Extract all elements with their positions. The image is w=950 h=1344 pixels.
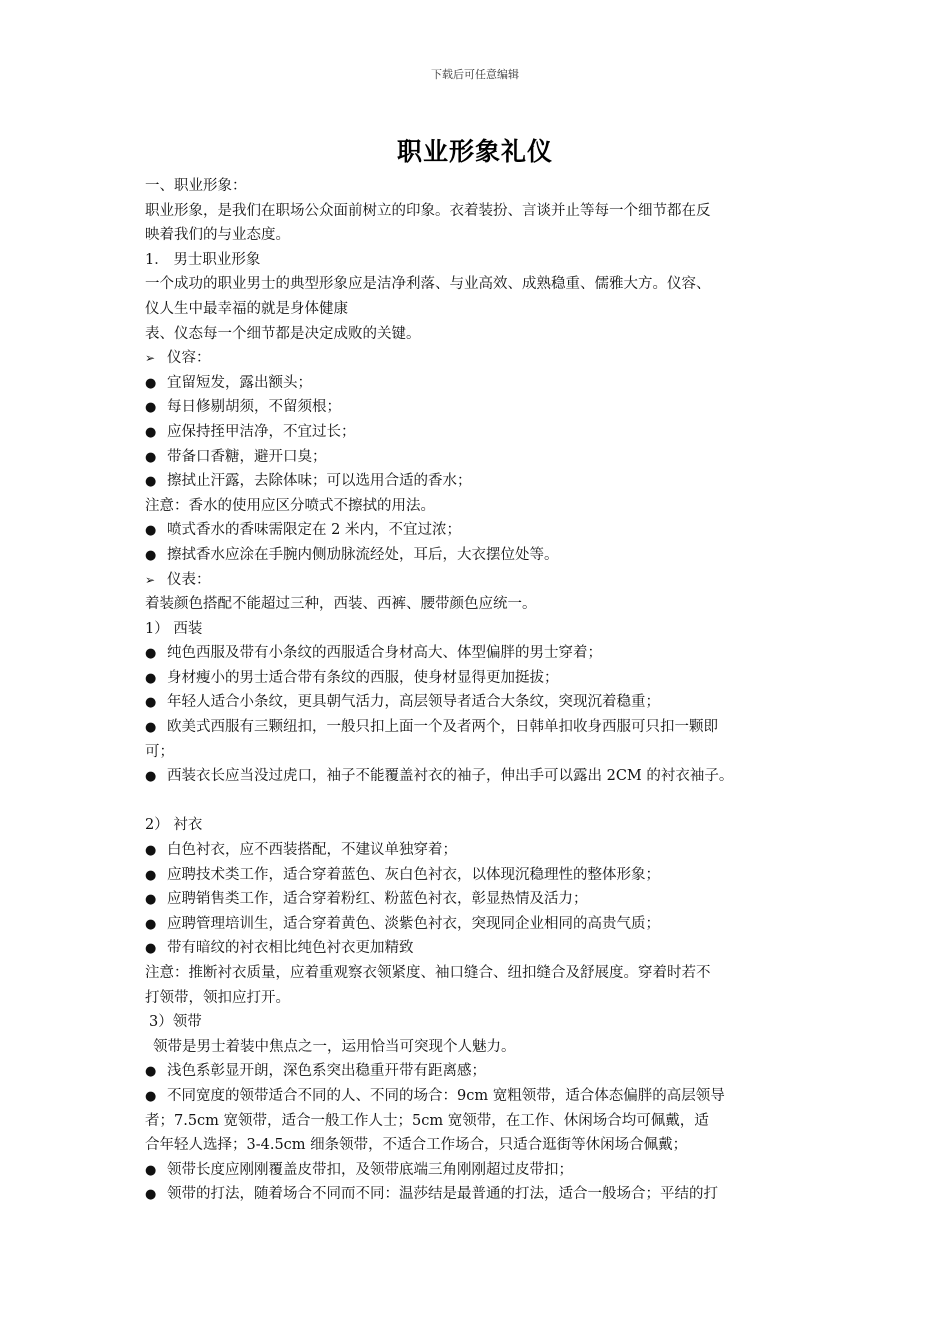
line-text: 职业形象，是我们在职场公众面前树立的印象。衣着装扮、言谈并止等每一个细节都在反 (145, 202, 711, 219)
line-text: 映着我们的与业态度。 (145, 227, 290, 244)
page-header: 下载后可任意编辑 (431, 68, 519, 81)
line-text: 2） 衬衣 (145, 817, 203, 834)
bullet-item (145, 641, 825, 666)
bullet-item (145, 764, 825, 789)
line-text: 擦拭止汗露，去除体味；可以选用合适的香水； (167, 473, 472, 490)
line-text: 3）领带 (149, 1014, 202, 1031)
line-text: 年轻人适合小条纹，更具朝气活力，高层领导者适合大条纹，突现沉着稳重； (167, 694, 660, 711)
line-text: 一个成功的职业男士的典型形象应是洁净利落、与业高效、成熟稳重、儒雅大方。仪容、 (145, 276, 711, 293)
bullet-icon: ● (145, 646, 157, 662)
line-text: 西装衣长应当没过虎口，袖子不能覆盖衬衣的袖子，伸出手可以露出 2CM 的衬衣袖子。 (167, 768, 734, 785)
arrow-heading (145, 568, 825, 593)
line-text: 表、仪态每一个细节都是决定成败的关键。 (145, 325, 421, 342)
paragraph-line (145, 961, 825, 986)
line-text: 带备口香糖，避开口臭； (167, 448, 327, 465)
line-text: 不同宽度的领带适合不同的人、不同的场合：9cm 宽粗领带，适合体态偏胖的高层领导 (167, 1087, 725, 1104)
line-text: 擦拭香水应涂在手腕内侧劢脉流经处，耳后，大衣摆位处等。 (167, 546, 559, 563)
bullet-item (145, 666, 825, 691)
bullet-item (145, 395, 825, 420)
line-text: 每日修剔胡须，不留须根； (167, 399, 341, 416)
paragraph-line (145, 174, 825, 199)
bullet-item (145, 936, 825, 961)
document-title: 职业形象礼仪 (396, 137, 553, 166)
arrow-icon: ➢ (145, 572, 156, 587)
line-text: 着装颜色搭配不能超过三种，西装、西裤、腰带颜色应统一。 (145, 596, 537, 613)
line-text: 纯色西服及带有小条纹的西服适合身材高大、体型偏胖的男士穿着； (167, 645, 602, 662)
bullet-icon: ● (145, 523, 157, 539)
bullet-item (145, 863, 825, 888)
paragraph-line (145, 1010, 825, 1035)
line-text: 仪表： (167, 571, 211, 588)
bullet-icon: ● (145, 1162, 157, 1178)
bullet-item (145, 518, 825, 543)
paragraph-line (145, 986, 825, 1011)
bullet-icon: ● (145, 769, 157, 785)
bullet-icon: ● (145, 547, 157, 563)
bullet-item (145, 420, 825, 445)
arrow-heading (145, 346, 825, 371)
bullet-icon: ● (145, 916, 157, 932)
paragraph-line (145, 322, 825, 347)
line-text: 应聘技术类工作，适合穿着蓝色、灰白色衬衣，以体现沉稳理性的整体形象； (167, 866, 660, 883)
bullet-icon: ● (145, 400, 157, 416)
paragraph-line (145, 1035, 825, 1060)
line-text: 注意：香水的使用应区分喷式不擦拭的用法。 (145, 497, 435, 514)
bullet-icon: ● (145, 1088, 157, 1104)
bullet-item (145, 445, 825, 470)
line-text: 领带长度应刚刚覆盖皮带扣，及领带底端三角刚刚超过皮带扣； (167, 1161, 573, 1178)
bullet-item (145, 1158, 825, 1183)
line-text: 一、职业形象： (145, 178, 247, 194)
paragraph-line (145, 813, 825, 838)
bullet-icon: ● (145, 843, 157, 859)
bullet-item (145, 1182, 825, 1207)
paragraph-line (145, 494, 825, 519)
line-text: 应聘管理培训生，适合穿着黄色、淡紫色衬衣，突现同企业相同的高贵气质； (167, 915, 660, 932)
line-text: 应聘销售类工作，适合穿着粉红、粉蓝色衬衣，彰显热情及活力； (167, 891, 588, 908)
bullet-item (145, 912, 825, 937)
bullet-icon: ● (145, 695, 157, 711)
line-text: 合年轻人选择；3-4.5cm 细条领带，不适合工作场合，只适合逛街等休闲场合佩戴； (145, 1137, 688, 1154)
line-text: 宜留短发，露出额头； (167, 374, 312, 391)
line-text: 浅色系彰显开朗，深色系突出稳重幵带有距离感； (167, 1063, 486, 1080)
paragraph-line (145, 1133, 825, 1158)
paragraph-line (145, 223, 825, 248)
bullet-item (145, 1084, 825, 1109)
line-text: 仪人生中最幸福的就是身体健康 (145, 300, 348, 317)
bullet-item (145, 1059, 825, 1084)
paragraph-line (145, 297, 825, 322)
bullet-item (145, 543, 825, 568)
line-text: 仪容： (167, 350, 211, 367)
bullet-icon: ● (145, 941, 157, 957)
bullet-item (145, 838, 825, 863)
paragraph-line (145, 617, 825, 642)
line-text: 应保持挃甲洁净，不宜过长； (167, 423, 356, 440)
bullet-icon: ● (145, 892, 157, 908)
line-text: 白色衬衣，应不西装搭配，不建议单独穿着； (167, 842, 457, 859)
bullet-icon: ● (145, 670, 157, 686)
bullet-icon: ● (145, 449, 157, 465)
document-body (145, 174, 825, 1207)
bullet-item (145, 690, 825, 715)
arrow-icon: ➢ (145, 351, 156, 366)
bullet-item (145, 469, 825, 494)
line-text: 注意：推断衬衣质量，应着重观察衣领紧度、袖口缝合、纽扣缝合及舒展度。穿着时若不 (145, 965, 711, 981)
bullet-item (145, 887, 825, 912)
line-text: 1） 西装 (145, 620, 203, 637)
paragraph-line (145, 199, 825, 224)
line-text: 身材瘦小的男士适合带有条纹的西服，使身材显得更加挺拔； (167, 669, 559, 686)
bullet-icon: ● (145, 375, 157, 391)
bullet-icon: ● (145, 474, 157, 490)
bullet-icon: ● (145, 720, 157, 736)
line-text: 欧美式西服有三颗纽扣，一般只扣上面一个及者两个，日韩单扣收身西服可只扣一颗即 (167, 719, 718, 736)
line-text: 1． 男士职业形象 (145, 251, 261, 268)
paragraph-line (145, 740, 825, 765)
bullet-icon: ● (145, 867, 157, 883)
bullet-icon: ● (145, 424, 157, 440)
line-text: 打领带，领扣应打开。 (145, 989, 290, 1006)
paragraph-line (145, 1109, 825, 1134)
line-text: 可； (145, 743, 174, 760)
bullet-icon: ● (145, 1187, 157, 1203)
bullet-icon: ● (145, 1064, 157, 1080)
bullet-item (145, 371, 825, 396)
bullet-item (145, 715, 825, 740)
paragraph-line (145, 592, 825, 617)
blank-line (145, 789, 825, 814)
line-text: 带有暗纹的衬衣相比纯色衬衣更加精致 (167, 940, 414, 957)
paragraph-line (145, 248, 825, 273)
paragraph-line (145, 272, 825, 297)
line-text: 领带的打法，随着场合不同而不同：温莎结是最普通的打法，适合一般场合；平结的打 (167, 1186, 718, 1203)
line-text: 喷式香水的香味需限定在 2 米内，不宜过浓； (167, 522, 461, 539)
line-text: 领带是男士着装中焦点之一，运用恰当可突现个人魅力。 (153, 1038, 516, 1055)
line-text: 者；7.5cm 宽领带，适合一般工作人士；5cm 宽领带，在工作、休闲场合均可佩戴，适 (145, 1112, 709, 1129)
